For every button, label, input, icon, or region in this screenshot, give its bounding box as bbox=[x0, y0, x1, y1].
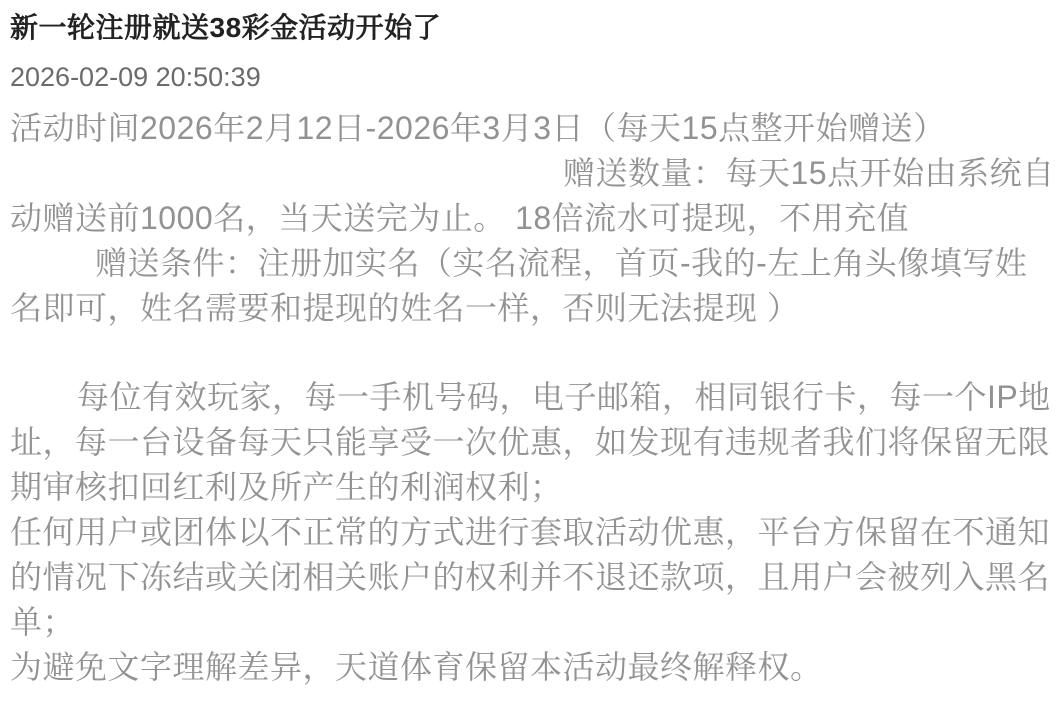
body-line-rule-player-cont1: 址，每一台设备每天只能享受一次优惠，如发现有违规者我们将保留无限 bbox=[10, 424, 1051, 460]
body-line-gift-condition-cont: 名即可，姓名需要和提现的姓名一样，否则无法提现 ） bbox=[10, 290, 800, 326]
announcement-title: 新一轮注册就送38彩金活动开始了 bbox=[10, 12, 442, 43]
body-line-final-interpretation: 为避免文字理解差异，天道体育保留本活动最终解释权。 bbox=[10, 649, 823, 685]
body-line-gift-condition: 赠送条件：注册加实名（实名流程，首页-我的-左上角头像填写姓 bbox=[95, 245, 1028, 281]
body-line-gift-quantity: 赠送数量：每天15点开始由系统自 bbox=[563, 155, 1055, 191]
announcement-body bbox=[10, 106, 1055, 690]
body-line-activity-time: 活动时间2026年2月12日-2026年3月3日（每天15点整开始赠送） bbox=[10, 110, 946, 146]
publish-timestamp: 2026-02-09 20:50:39 bbox=[10, 62, 261, 92]
body-line-rule-abuse-cont2: 单； bbox=[10, 604, 76, 640]
paragraph-gap bbox=[10, 331, 1052, 375]
body-line-rule-abuse-cont1: 的情况下冻结或关闭相关账户的权利并不退还款项，且用户会被列入黑名 bbox=[10, 559, 1051, 595]
body-line-rule-player: 每位有效玩家，每一手机号码，电子邮箱，相同银行卡，每一个IP地 bbox=[77, 379, 1051, 415]
body-line-gift-quantity-cont: 动赠送前1000名，当天送完为止。 18倍流水可提现，不用充值 bbox=[10, 200, 910, 236]
body-line-rule-abuse: 任何用户或团体以不正常的方式进行套取活动优惠，平台方保留在不通知 bbox=[10, 514, 1051, 550]
body-line-rule-player-cont2: 期审核扣回红利及所产生的利润权利； bbox=[10, 469, 563, 505]
